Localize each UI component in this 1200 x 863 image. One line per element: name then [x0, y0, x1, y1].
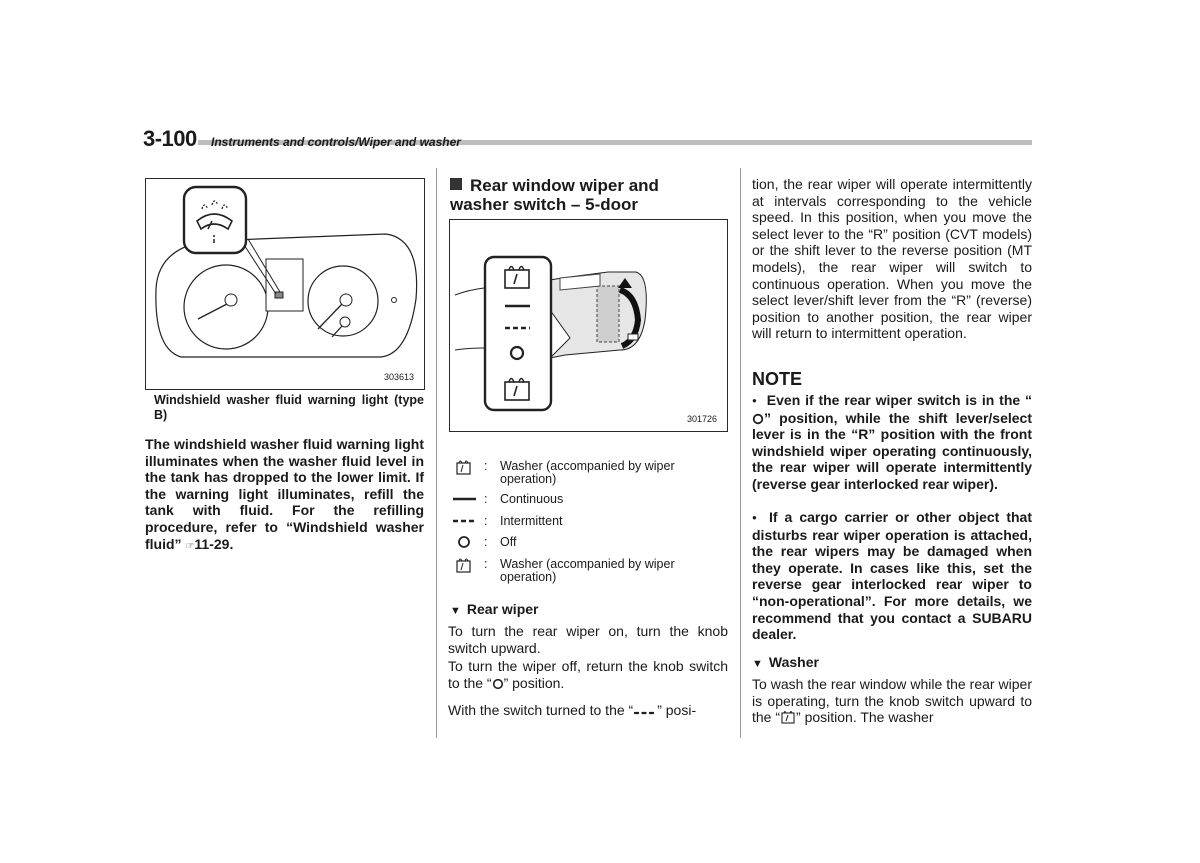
bullet-icon: ●: [752, 396, 758, 405]
washer-icon: [450, 556, 478, 574]
note-item: [752, 509, 1032, 643]
washer-text: To wash the rear window while the rear wiper is operating, turn the knob switch upward to the “: [752, 676, 1032, 726]
legend-separator: :: [484, 514, 488, 528]
off-icon: [752, 413, 764, 425]
page-ref: 11-29.: [194, 535, 234, 552]
page-ref-icon: ☞: [185, 540, 195, 552]
warning-paragraph-text: The windshield washer fluid warning light illuminates when the washer fluid level in the tank has dropped to the lower limit. If the warning light illuminates, refill the tank with fluid. For the refilling procedure, refer to “Windshield washer fluid”: [145, 436, 424, 552]
off-icon: [450, 534, 478, 552]
triangle-bullet-icon: ▼: [752, 658, 763, 670]
column-divider: [436, 168, 437, 738]
intermittent-icon: [450, 513, 478, 531]
rear-wiper-heading: [450, 176, 715, 214]
triangle-bullet-icon: ▼: [450, 605, 461, 617]
intermittent-icon: [633, 707, 657, 717]
center-display: [266, 259, 303, 311]
page-number: 3-100: [143, 126, 197, 151]
rear-wiper-heading-text: Rear window wiper and washer switch – 5-door: [450, 176, 659, 214]
rear-wiper-subheading: [450, 601, 538, 617]
figure-caption: Windshield washer fluid warning light (type B): [154, 393, 424, 422]
figure-code: 301726: [686, 414, 717, 424]
note-text: ” position, while the shift lever/select lever is in the “R” position with the front windshield wiper operating continuously, the rear wiper will operate intermittently (reverse gear interlocked rear wiper).: [752, 409, 1032, 492]
legend-label: Off: [500, 535, 517, 549]
legend-label: Continuous: [500, 492, 564, 506]
warning-paragraph: [145, 436, 424, 555]
washer-subheading-text: Washer: [768, 654, 819, 670]
off-icon: [492, 678, 504, 690]
page-header: [143, 126, 1032, 150]
legend-label: Intermittent: [500, 514, 563, 528]
column-divider: [740, 168, 741, 738]
legend-row: [450, 491, 730, 507]
heading-square-icon: [450, 178, 462, 190]
continuation-paragraph: tion, the rear wiper will operate intermittently at intervals corresponding to the vehicle speed. In this position, when you move the select lever to the “R” position (CVT models) or the shift lever to the reverse position (MT models), the rear wiper will switch to continuous operation. When you move the select lever/shift lever from the “R” (reverse) position to another position, the rear wiper will return to intermittent operation.: [752, 176, 1032, 342]
rear-wiper-paragraph: [448, 658, 728, 691]
legend-separator: :: [484, 492, 488, 506]
figure-code: 303613: [383, 372, 414, 382]
washer-icon: [780, 710, 796, 724]
washer-text: ” position. The washer: [796, 709, 934, 726]
note-text: Even if the rear wiper switch is in the “: [766, 392, 1032, 408]
legend-separator: :: [484, 459, 488, 473]
rear-wiper-subheading-text: Rear wiper: [466, 601, 539, 617]
warning-lamp: [275, 292, 283, 298]
note-item: [752, 392, 1032, 493]
switch-callout: [485, 257, 551, 410]
rear-wiper-text: ” position.: [503, 674, 565, 691]
legend-label: Washer (accompanied by wiper operation): [500, 557, 675, 584]
rear-wiper-paragraph: To turn the rear wiper on, turn the knob switch upward.: [448, 623, 728, 656]
rear-wiper-text: ” posi-: [657, 702, 697, 718]
legend-separator: :: [484, 535, 488, 549]
continuous-icon: [450, 491, 478, 509]
legend-row: [450, 534, 730, 550]
washer-icon: [450, 458, 478, 476]
section-title: Instruments and controls/Wiper and washer: [211, 135, 461, 149]
legend-separator: :: [484, 557, 488, 571]
legend-row: [450, 513, 730, 529]
note-text: If a cargo carrier or other object that disturbs rear wiper operation is attached, the rear wipers may be damaged when they operate. In cases like this, set the reverse gear interlocked rear wiper to “non-operational”. For more details, we recommend that you contact a SUBARU dealer.: [752, 509, 1033, 643]
rear-wiper-paragraph: [448, 702, 728, 719]
note-heading: NOTE: [752, 369, 803, 389]
warning-light-figure: [145, 178, 425, 390]
washer-paragraph: [752, 676, 1032, 726]
bullet-icon: ●: [752, 513, 760, 522]
rear-wiper-text: With the switch turned to the “: [448, 702, 634, 718]
speedometer-dial: [184, 265, 268, 349]
washer-subheading: [752, 654, 819, 670]
rear-wiper-text: To turn the wiper off, return the knob switch to the “: [448, 658, 728, 691]
rear-wiper-switch-figure: [449, 219, 728, 432]
legend-label: Washer (accompanied by wiper operation): [500, 459, 675, 486]
legend-row: [450, 458, 730, 486]
legend-row: [450, 556, 730, 584]
